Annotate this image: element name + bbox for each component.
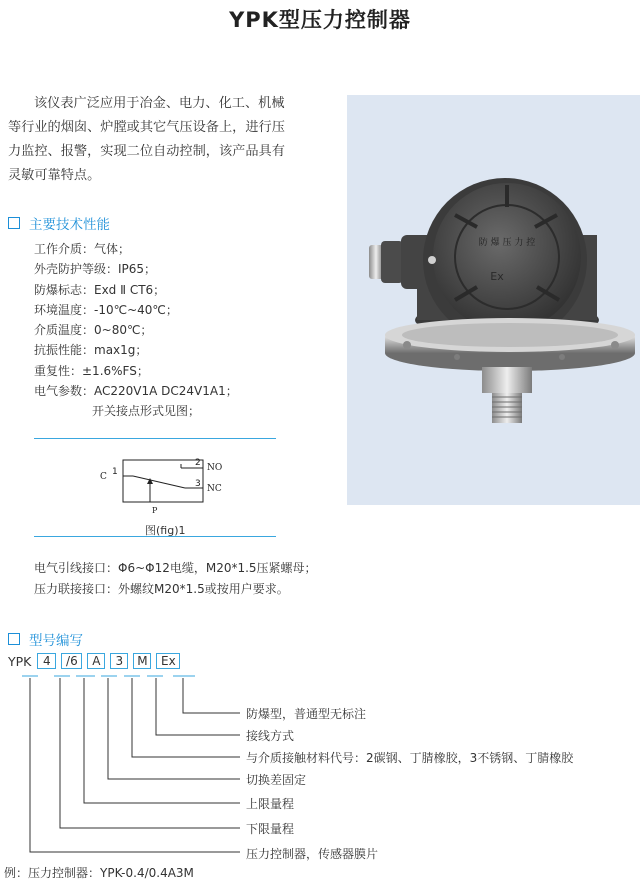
code-desc: 压力控制器，传感器膜片 — [246, 847, 379, 861]
code-desc: 防爆型，普通型无标注 — [246, 707, 367, 721]
code-desc: 切换差固定 — [246, 773, 307, 787]
screw — [428, 256, 436, 264]
code-box: A — [87, 653, 105, 669]
code-desc: 接线方式 — [246, 729, 295, 743]
intro-line: 等行业的烟囱、炉膛或其它气压设备上，进行压 — [8, 120, 285, 135]
specs-heading — [8, 213, 110, 233]
label-no: NO — [207, 463, 223, 473]
spec-item: 重复性：±1.6%FS； — [34, 363, 149, 378]
code-box: M — [133, 653, 151, 669]
connection-item: 压力联接接口：外螺纹M20*1.5或按用户要求。 — [34, 582, 289, 596]
model-heading — [8, 629, 83, 649]
label-c: C — [100, 472, 107, 482]
gland-body — [381, 241, 403, 283]
label-1: 1 — [112, 467, 118, 477]
spec-item: 环境温度：-10℃~40℃； — [34, 302, 178, 317]
code-box: Ex — [156, 653, 180, 669]
specs-list — [34, 239, 238, 422]
spec-item: 防爆标志：Exd Ⅱ CT6； — [34, 282, 166, 297]
spec-item: 介质温度：0~80℃； — [34, 323, 153, 338]
figure-top-rule — [34, 438, 276, 439]
contact-diagram — [95, 450, 245, 520]
model-code-row — [8, 651, 185, 671]
code-box: /6 — [61, 653, 82, 669]
pressure-controller-illustration — [347, 95, 640, 505]
switch-arm — [133, 476, 185, 488]
product-photo — [347, 95, 640, 505]
label-p: P — [152, 506, 158, 515]
svg-text:防 爆 压 力 控: 防 爆 压 力 控 — [478, 238, 536, 248]
hex-fitting — [482, 367, 532, 393]
ex-mark: Ex — [490, 270, 504, 283]
spec-item: 抗振性能：max1g； — [34, 343, 148, 358]
code-box: 4 — [37, 653, 56, 669]
label-nc: NC — [207, 484, 222, 494]
square-bullet-icon — [8, 217, 20, 229]
intro-paragraph — [8, 92, 333, 188]
connections — [34, 558, 317, 600]
code-desc: 与介质接触材料代号：2碳钢、丁腈橡胶，3不锈钢、丁腈橡胶 — [246, 751, 574, 765]
model-example: 例：压力控制器：YPK-0.4/0.4A3M — [4, 866, 194, 880]
connection-item: 电气引线接口：Φ6~Φ12电缆，M20*1.5压紧螺母； — [34, 561, 317, 575]
label-3: 3 — [195, 479, 201, 489]
spec-item: 外壳防护等级：IP65； — [34, 262, 157, 277]
model-heading-text: 型号编写 — [29, 633, 83, 649]
spec-item: 电气参数：AC220V1A DC24V1A1； — [34, 384, 238, 399]
page-title: YPK型压力控制器 — [229, 8, 411, 32]
intro-line: 力监控、报警，实现二位自动控制，该产品具有 — [8, 144, 285, 159]
gland-nut — [369, 245, 383, 279]
intro-line: 灵敏可靠特点。 — [8, 168, 101, 183]
code-prefix: YPK — [8, 653, 32, 669]
code-desc: 上限量程 — [246, 797, 295, 811]
diagram-frame — [123, 460, 203, 502]
figure-caption: 图(fig)1 — [145, 524, 186, 537]
intro-line: 该仪表广泛应用于冶金、电力、化工、机械 — [34, 96, 285, 111]
spec-item: 工作介质：气体； — [34, 242, 131, 256]
label-2: 2 — [195, 458, 201, 468]
code-desc: 下限量程 — [246, 822, 295, 836]
specs-heading-text: 主要技术性能 — [29, 217, 110, 233]
square-bullet-icon — [8, 633, 20, 645]
code-box: 3 — [110, 653, 128, 669]
spec-item: 开关接点形式见图； — [92, 404, 201, 419]
flange-inner — [402, 323, 618, 347]
